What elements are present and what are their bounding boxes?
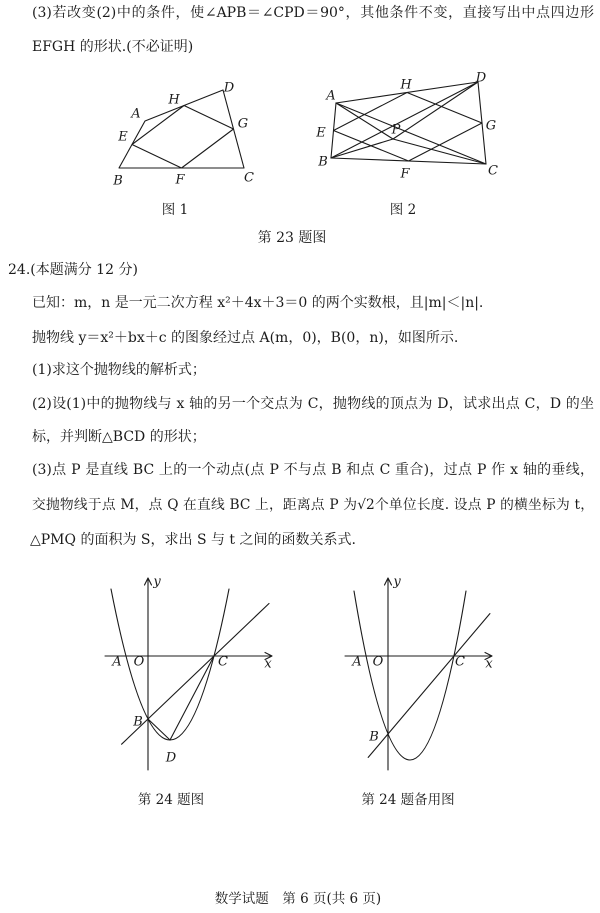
q24-figure-caption: 第 24 题图 [137,792,205,808]
q23-figure-caption: 第 23 题图 [257,230,327,246]
q24-part1-text: (1)求这个抛物线的解析式； [32,362,206,378]
q24-part2-text-line-2: 标，并判断△BCD 的形状； [32,429,206,445]
axis-label-x: x [485,656,493,672]
segment-ac [336,103,486,164]
q23-part3-text-line-2: EFGH 的形状.(不必证明) [32,39,194,55]
q24-part3-text-line-2: 交抛物线于点 M，点 Q 在直线 BC 上，距离点 P 为√2个单位长度. 设点 P 的横坐标为 t， [32,497,594,513]
q24-part2-text-line-1: (2)设(1)中的抛物线与 x 轴的另一个交点为 C，抛物线的顶点为 D，试求出点 C，D 的坐 [32,396,594,412]
point-label-e: E [316,125,326,141]
quadrilateral-abcd [119,90,244,168]
origin-label: O [372,654,384,670]
line-bc [368,614,490,758]
line-bc [122,604,269,745]
point-label-p: P [391,122,401,138]
q23-figure-2 [310,68,505,188]
point-label-f: F [175,172,185,188]
q24-figure [95,570,280,775]
point-label-a: A [352,654,362,670]
point-label-b: B [318,154,328,170]
point-label-d: D [223,80,235,96]
point-label-a: A [326,88,336,104]
parabola [111,589,229,740]
point-label-d: D [165,750,177,766]
point-label-b: B [133,714,143,730]
axis-label-y: y [393,574,401,590]
quadrilateral-abcd [331,82,486,164]
point-label-a: A [131,106,141,122]
q24-part3-text-line-1: (3)点 P 是直线 BC 上的一个动点(点 P 不与点 B 和点 C 重合)，过点 P 作 x 轴的垂线， [32,462,594,478]
point-label-d: D [475,70,487,86]
point-label-h: H [168,92,180,108]
q23-figure-1 [100,75,270,190]
point-label-f: F [400,166,410,182]
segment-bd [148,719,170,740]
point-label-b: B [369,729,379,745]
q23-part3-text-line-1: (3)若改变(2)中的条件，使∠APB＝∠CPD＝90°，其他条件不变，直接写出中点四边形 [32,5,594,21]
figure-2-caption: 图 2 [389,202,417,218]
point-label-g: G [485,118,497,134]
point-label-e: E [118,129,128,145]
segment-pa [336,103,393,139]
q24-backup-figure-caption: 第 24 题备用图 [361,792,455,808]
point-label-g: G [237,116,249,132]
midpoint-quadrilateral-efgh [132,106,234,169]
page-footer: 数学试题 第 6 页(共 6 页) [214,891,382,907]
segment-dc [170,656,214,740]
point-label-c: C [244,170,254,186]
point-label-c: C [218,654,228,670]
point-label-a: A [112,654,122,670]
point-label-c: C [455,654,465,670]
q24-backup-figure [335,570,500,775]
axis-label-y: y [153,574,161,590]
q24-part3-text-line-3: △PMQ 的面积为 S，求出 S 与 t 之间的函数关系式. [30,532,356,548]
q24-heading: 24.(本题满分 12 分) [8,262,138,278]
origin-label: O [133,654,145,670]
axis-label-x: x [264,656,272,672]
q24-parabola-text: 抛物线 y＝x²＋bx＋c 的图象经过点 A(m，0)，B(0，n)，如图所示. [32,330,459,346]
point-label-c: C [488,163,498,179]
q24-given-text: 已知：m，n 是一元二次方程 x²＋4x＋3＝0 的两个实数根，且|m|＜|n|. [32,295,484,311]
point-label-b: B [113,173,123,189]
point-label-h: H [400,77,412,93]
figure-1-caption: 图 1 [161,202,189,218]
